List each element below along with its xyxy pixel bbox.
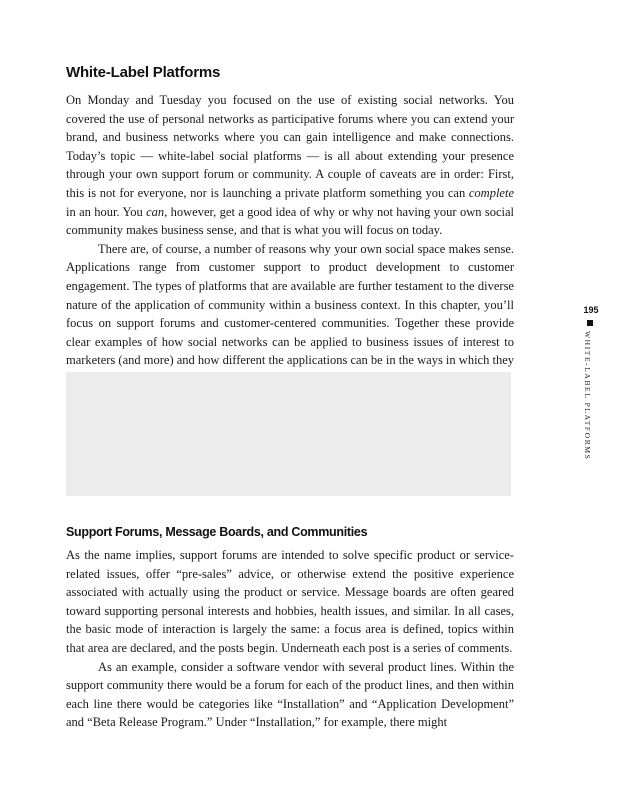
tab-marker-icon	[587, 320, 593, 326]
text-run: however, get a good idea of why or why not having your own social community makes business sense, and that is what you will focus on today.	[66, 204, 514, 238]
text-run: On Monday and Tuesday you focused on the use of existing social networks. You covered the use of personal networks as participative forums where you can extend your brand, and business networks where you can gain intelligence and make connections. Today’s topic — white-label social platforms — is all about extending your presence through your own support forum or community. A couple of caveats are in order: First, this is not for everyone, nor is launching a private platform something you can	[66, 93, 514, 200]
text-run: in an hour. You	[66, 204, 147, 219]
margin-tab	[578, 305, 604, 465]
paragraph: There are, of course, a number of reasons why your own social space makes sense. Applications range from customer support to product development to customer engagement. The types of platforms that are available are further testament to the diverse nature of the application of community within a business context. In this chapter, you’ll focus on support forums and customer-centered communities. Together these provide clear examples of how social networks can be applied to business issues of interest to marketers (and more) and how different the applications can be in the ways in which they	[66, 241, 514, 368]
figure-placeholder	[66, 372, 511, 496]
intro-text	[66, 91, 514, 389]
section-heading: White-Label Platforms	[66, 64, 221, 81]
emphasis: complete	[468, 185, 514, 200]
subsection-text	[66, 546, 514, 732]
running-chapter-title: WHITE-LABEL PLATFORMS	[583, 331, 592, 461]
page-number: 195	[583, 305, 599, 315]
paragraph	[66, 91, 514, 240]
subsection-heading: Support Forums, Message Boards, and Communities	[66, 525, 368, 539]
paragraph: As the name implies, support forums are intended to solve specific product or service-related issues, offer “pre-sales” advice, or otherwise extend the positive experience associated with actually using the product or service. Message boards are often geared toward supporting personal interests and hobbies, health issues, and similar. In all cases, the basic mode of interaction is largely the same: a focus area is defined, topics within that area are declared, and the posts begin. Underneath each post is a series of comments.	[66, 548, 514, 655]
paragraph: As an example, consider a software vendor with several product lines. Within the support community there would be a forum for each of the product lines, and then within each line there would be categories like “Installation” and “Application Development” and “Beta Release Program.” Under “Installation,” for example, there might	[66, 659, 514, 730]
emphasis: can,	[146, 204, 168, 219]
